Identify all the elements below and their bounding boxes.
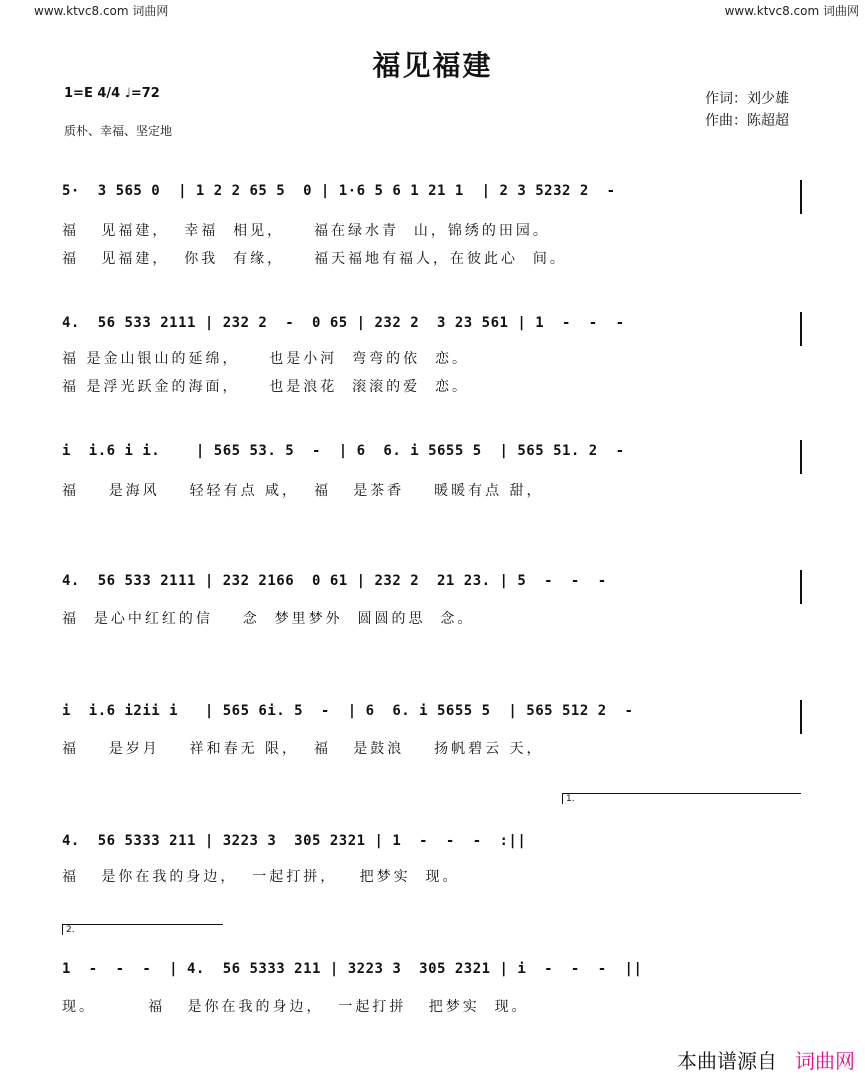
barline	[800, 700, 802, 734]
lyric-line-2: 福 是浮光跃金的海面， 也是浪花 滚滚的爱 恋。	[62, 379, 470, 395]
notation-line: 1 - - - | 4. 56 5333 211 | 3223 3 305 2321 | i - - - ||	[62, 961, 643, 977]
notation-line: i i.6 i i. | 565 53. 5 - | 6 6. i 5655 5 | 565 51. 2 -	[62, 443, 625, 459]
lyric-line-1: 福 是你在我的身边， 一起打拼， 把梦实 现。	[62, 869, 460, 885]
notation-line: 5· 3 565 0 | 1 2 2 65 5 0 | 1·6 5 6 1 21 1 | 2 3 5232 2 -	[62, 183, 616, 199]
lyric-line-2: 福 见福建， 你我 有缘， 福天福地有福人，在彼此心 间。	[62, 251, 567, 267]
lyric-line-1: 福 是海风 轻轻有点 咸， 福 是茶香 暖暖有点 甜，	[62, 483, 544, 499]
footer-source: 本曲谱源自	[677, 1049, 777, 1073]
first-ending-bracket	[562, 793, 801, 804]
footer-brand-link[interactable]: 词曲网	[795, 1049, 855, 1073]
key-signature: 1=E 4/4 ♩=72	[64, 86, 160, 101]
first-ending-label: 1.	[566, 794, 575, 804]
notation-line: 4. 56 533 2111 | 232 2 - 0 65 | 232 2 3 23 561 | 1 - - -	[62, 315, 625, 331]
composer: 作曲：陈超超	[705, 113, 789, 129]
notation-line: 4. 56 5333 211 | 3223 3 305 2321 | 1 - - - :||	[62, 833, 527, 849]
lyric-line-1: 福 见福建， 幸福 相见， 福在绿水青 山，锦绣的田园。	[62, 223, 550, 239]
notation-line: i i.6 i2ii i | 565 6i. 5 - | 6 6. i 5655 5 | 565 512 2 -	[62, 703, 634, 719]
watermark-left: www.ktvc8.com 词曲网	[34, 4, 169, 18]
notation-line: 4. 56 533 2111 | 232 2166 0 61 | 232 2 21 23. | 5 - - -	[62, 573, 607, 589]
credits	[705, 88, 789, 132]
lyric-line-1: 现。 福 是你在我的身边， 一起打拼 把梦实 现。	[62, 999, 529, 1015]
watermark-right: www.ktvc8.com 词曲网	[724, 4, 859, 18]
barline	[800, 440, 802, 474]
lyric-line-1: 福 是心中红红的信 念 梦里梦外 圆圆的思 念。	[62, 611, 475, 627]
lyric-line-1: 福 是金山银山的延绵， 也是小河 弯弯的依 恋。	[62, 351, 470, 367]
barline	[800, 570, 802, 604]
lyricist: 作词：刘少雄	[705, 91, 789, 107]
lyric-line-1: 福 是岁月 祥和春无 限， 福 是鼓浪 扬帆碧云 天，	[62, 741, 544, 757]
tempo-mood: 质朴、幸福、坚定地	[64, 124, 173, 138]
second-ending-label: 2.	[66, 925, 75, 935]
song-title: 福见福建	[372, 49, 493, 82]
second-ending-bracket	[62, 924, 223, 935]
barline	[800, 180, 802, 214]
barline	[800, 312, 802, 346]
footer	[677, 1045, 855, 1074]
